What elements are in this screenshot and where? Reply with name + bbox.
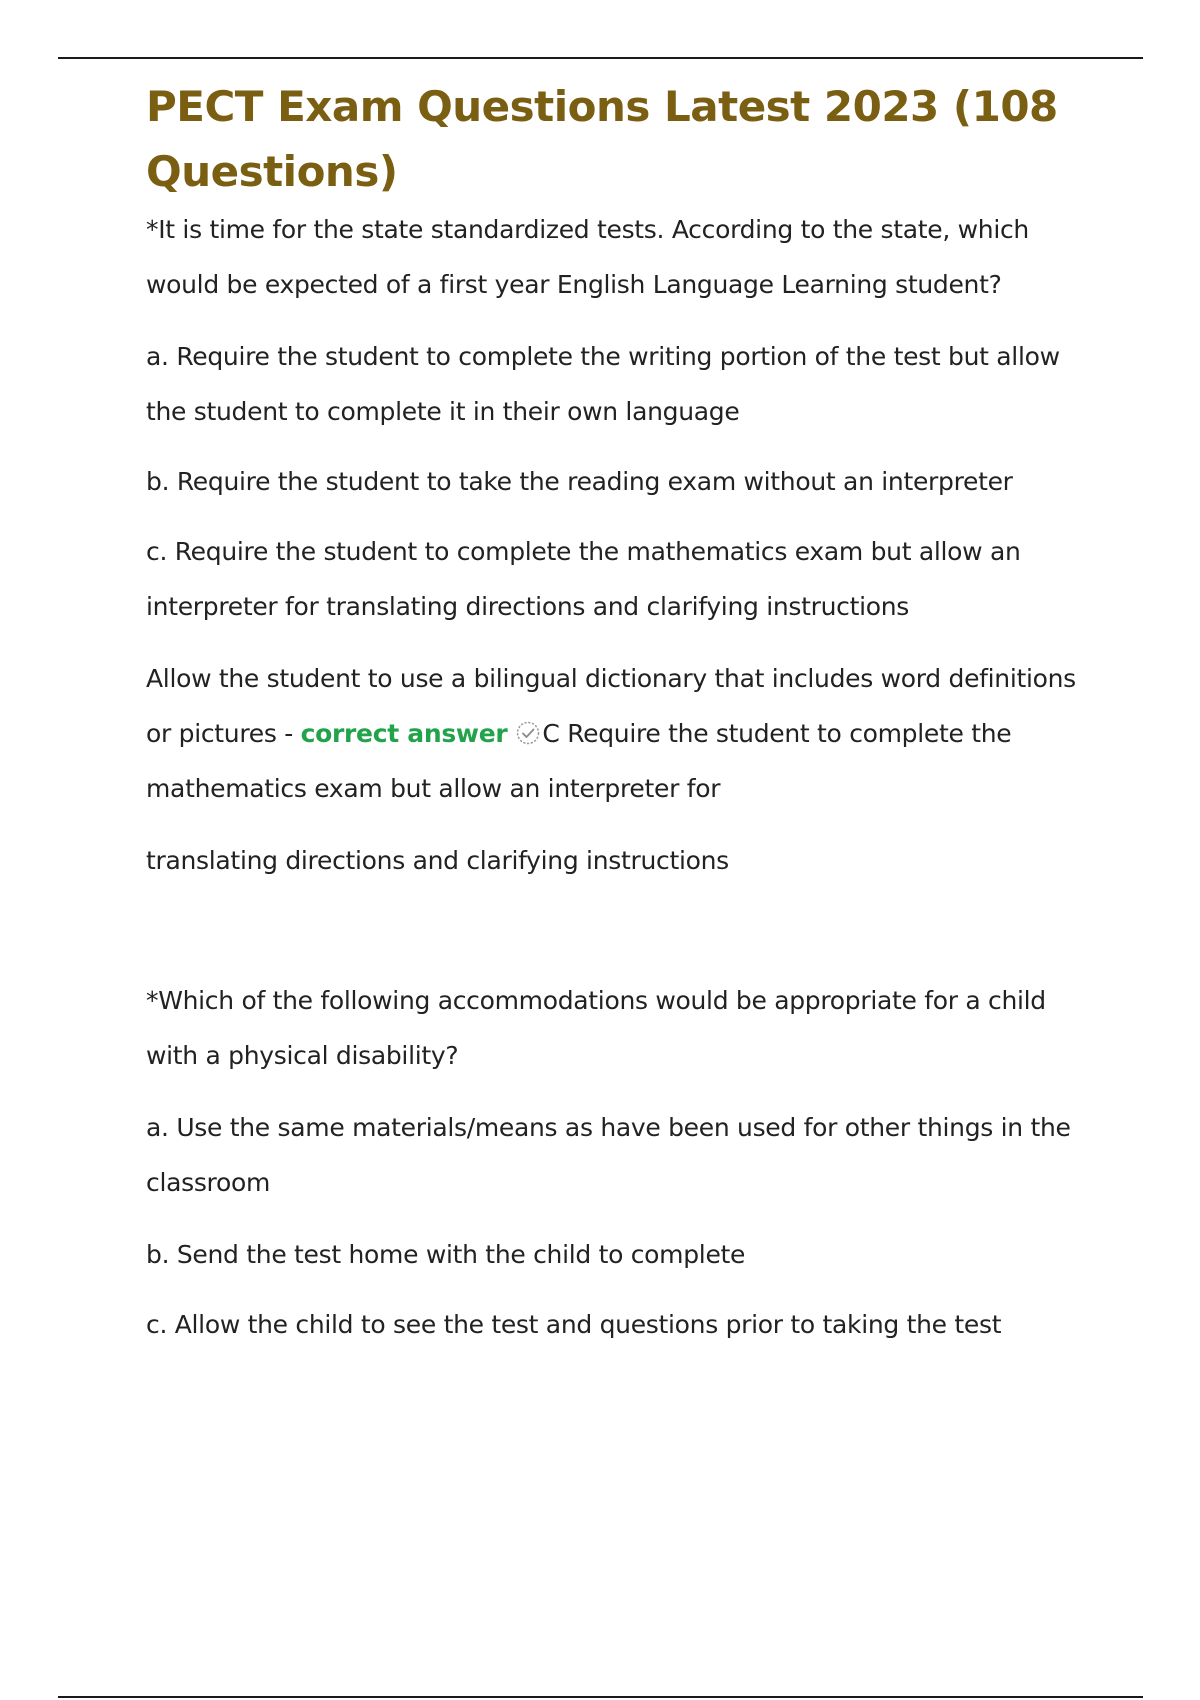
answer-explanation: C Require the student to complete the mathematics exam but allow an interpreter for (146, 719, 1012, 803)
question-1-stem: *It is time for the state standardized tests. According to the state, which would be expected of a first year English Language Learning student? (146, 215, 1029, 299)
bottom-rule (58, 1696, 1143, 1698)
question-1-option-b: b. Require the student to take the reading exam without an interpreter (146, 467, 1013, 496)
document-body (146, 74, 1096, 1352)
question-2-stem: *Which of the following accommodations would be appropriate for a child with a physical disability? (146, 986, 1046, 1070)
question-1 (146, 202, 1096, 888)
question-1-answer (146, 651, 1096, 816)
top-rule (58, 57, 1143, 59)
correct-answer-label: correct answer (300, 719, 508, 748)
question-2-option-a: a. Use the same materials/means as have been used for other things in the classroom (146, 1113, 1071, 1197)
answer-continuation: translating directions and clarifying instructions (146, 846, 729, 875)
answer-lead-text: Allow the student to use a bilingual dictionary that includes word definitions or pictures - (146, 664, 1076, 748)
document-title: PECT Exam Questions Latest 2023 (108 Questions) (146, 82, 1058, 196)
question-2 (146, 973, 1096, 1352)
question-1-option-a: a. Require the student to complete the writing portion of the test but allow the student to complete it in their own language (146, 342, 1060, 426)
question-2-option-b: b. Send the test home with the child to complete (146, 1240, 746, 1269)
question-1-option-c: c. Require the student to complete the mathematics exam but allow an interpreter for translating directions and clarifying instructions (146, 537, 1021, 621)
check-circle-icon (515, 720, 541, 746)
question-2-option-c: c. Allow the child to see the test and questions prior to taking the test (146, 1310, 1002, 1339)
